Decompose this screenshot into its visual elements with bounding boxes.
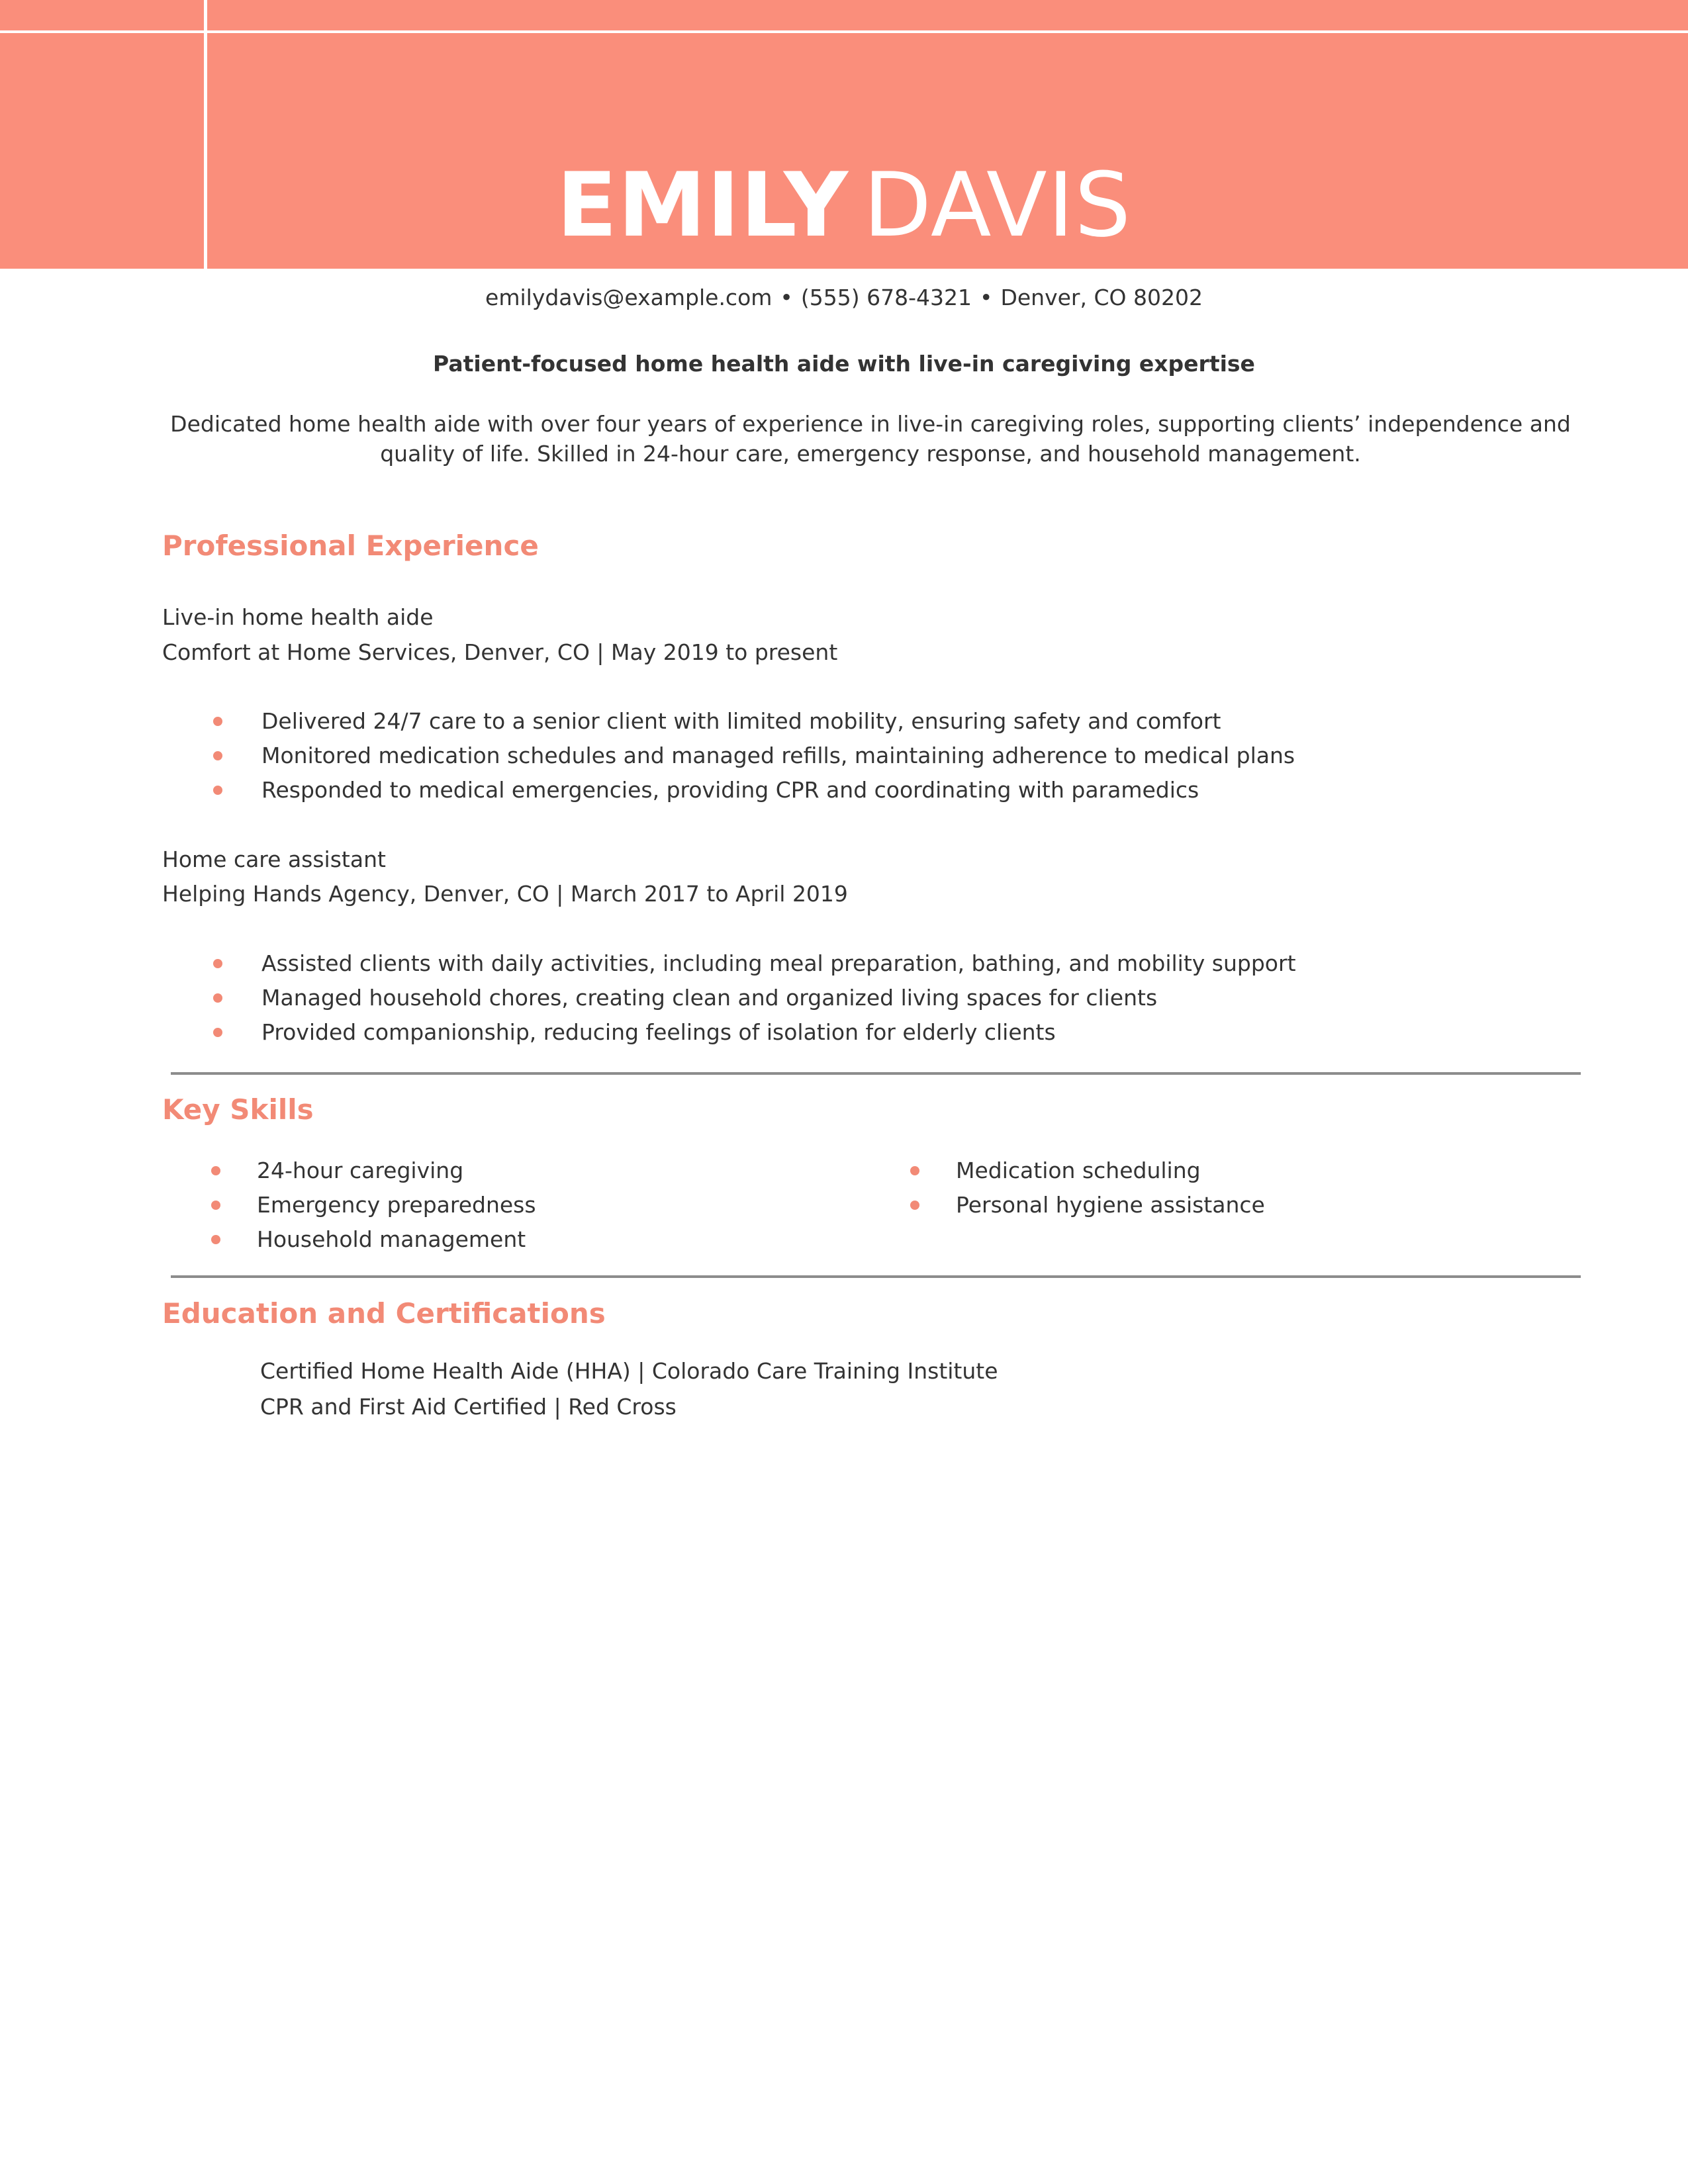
header-decorative-line-horizontal — [0, 30, 1688, 33]
candidate-name — [0, 152, 1688, 258]
list-item — [162, 946, 1296, 981]
list-item — [162, 1188, 536, 1222]
list-item — [162, 1015, 1296, 1050]
list-item-text: Responded to medical emergencies, providing CPR and coordinating with paramedics — [261, 777, 1199, 803]
bullet-icon — [910, 1166, 919, 1175]
list-item-text: Provided companionship, reducing feelings of isolation for elderly clients — [261, 1019, 1056, 1045]
section-title-education: Education and Certifications — [162, 1297, 606, 1330]
list-item — [162, 739, 1295, 773]
list-item-text: Managed household chores, creating clean and organized living spaces for clients — [261, 985, 1158, 1011]
list-item — [162, 1154, 536, 1188]
bullet-icon — [211, 1235, 220, 1244]
skills-list-left — [162, 1154, 536, 1257]
skill-text: Household management — [257, 1226, 526, 1252]
bullet-icon — [213, 717, 222, 726]
list-item — [162, 773, 1295, 807]
job-bullets — [162, 946, 1296, 1050]
section-title-experience: Professional Experience — [162, 529, 539, 562]
skill-text: Personal hygiene assistance — [956, 1192, 1265, 1218]
last-name: DAVIS — [863, 154, 1132, 257]
education-item: Certified Home Health Aide (HHA) | Colorado Care Training Institute — [260, 1358, 998, 1384]
separator: • — [980, 285, 993, 310]
list-item-text: Assisted clients with daily activities, including meal preparation, bathing, and mobility support — [261, 950, 1296, 976]
list-item — [861, 1154, 1265, 1188]
location: Denver, CO 80202 — [1000, 285, 1203, 310]
bullet-icon — [213, 993, 222, 1003]
list-item-text: Delivered 24/7 care to a senior client with limited mobility, ensuring safety and comfort — [261, 708, 1221, 734]
bullet-icon — [213, 1028, 222, 1037]
header-banner — [0, 0, 1688, 269]
bullet-icon — [211, 1201, 220, 1210]
phone[interactable]: (555) 678-4321 — [800, 285, 972, 310]
education-item: CPR and First Aid Certified | Red Cross — [260, 1394, 677, 1420]
skill-text: Emergency preparedness — [257, 1192, 536, 1218]
bullet-icon — [213, 786, 222, 795]
job-details: Helping Hands Agency, Denver, CO | March 2017 to April 2019 — [162, 881, 848, 907]
skill-text: Medication scheduling — [956, 1158, 1201, 1183]
summary: Dedicated home health aide with over four years of experience in live-in caregiving roles, supporting clients’ independence and quality of life. Skilled in 24-hour care, emergency response, and household management. — [170, 411, 1571, 467]
contact-line — [0, 283, 1688, 312]
job-details: Comfort at Home Services, Denver, CO | May 2019 to present — [162, 639, 838, 665]
list-item — [162, 704, 1295, 739]
job-role: Home care assistant — [162, 846, 386, 872]
section-divider — [171, 1072, 1581, 1075]
bullet-icon — [213, 751, 222, 760]
first-name: EMILY — [556, 154, 849, 257]
list-item — [162, 1222, 536, 1257]
skills-list-right — [861, 1154, 1265, 1222]
list-item — [162, 981, 1296, 1015]
list-item-text: Monitored medication schedules and managed refills, maintaining adherence to medical plans — [261, 743, 1295, 768]
section-title-skills: Key Skills — [162, 1093, 314, 1126]
bullet-icon — [213, 959, 222, 968]
headline: Patient-focused home health aide with live-in caregiving expertise — [433, 351, 1255, 377]
job-bullets — [162, 704, 1295, 807]
list-item — [861, 1188, 1265, 1222]
job-role: Live-in home health aide — [162, 604, 434, 630]
bullet-icon — [211, 1166, 220, 1175]
bullet-icon — [910, 1201, 919, 1210]
skill-text: 24-hour caregiving — [257, 1158, 464, 1183]
section-divider — [171, 1275, 1581, 1278]
email[interactable]: emilydavis@example.com — [485, 285, 773, 310]
separator: • — [780, 285, 793, 310]
